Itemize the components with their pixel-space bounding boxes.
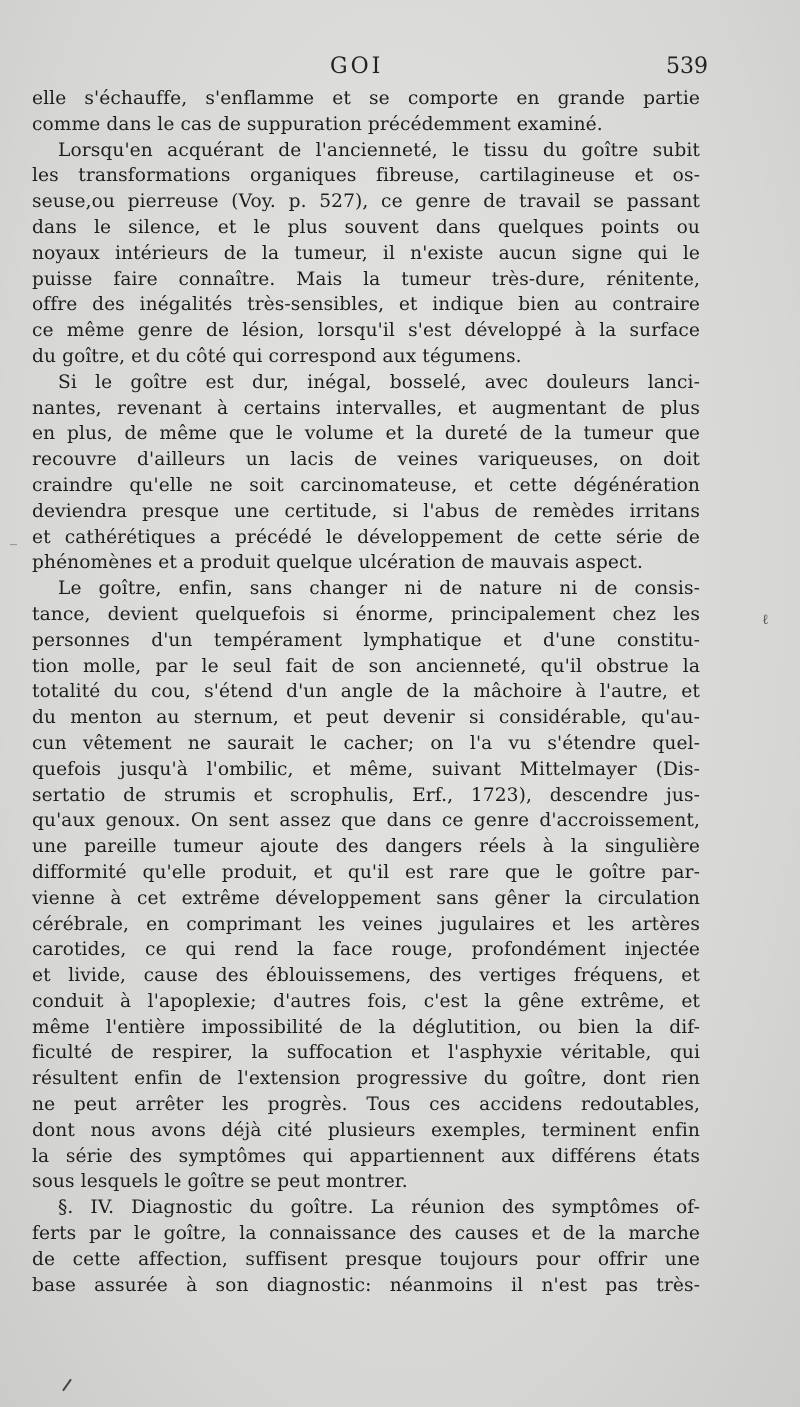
text-line: phénomènes et a produit quelque ulcération de mauvais aspect. xyxy=(32,552,644,574)
margin-stroke-bottom xyxy=(62,1379,72,1392)
text-line: quefois jusqu'à l'ombilic, et même, suivant Mittelmayer (Dis- xyxy=(32,758,700,780)
text-line: recouvre d'ailleurs un lacis de veines variqueuses, on doit xyxy=(32,449,700,471)
text-line: et cathérétiques a précédé le développement de cette série de xyxy=(32,526,700,548)
text-line: qu'aux genoux. On sent assez que dans ce genre d'accroissement, xyxy=(32,810,700,832)
text-line: tion molle, par le seul fait de son ancienneté, qu'il obstrue la xyxy=(32,655,700,677)
text-line: elle s'échauffe, s'enflamme et se comporte en grande partie xyxy=(32,88,700,109)
text-line: offre des inégalités très-sensibles, et indique bien au contraire xyxy=(32,294,700,316)
text-line: Si le goître est dur, inégal, bosselé, avec douleurs lanci- xyxy=(58,371,700,393)
text-line: même l'entière impossibilité de la déglutition, ou bien la dif- xyxy=(32,1016,700,1038)
text-line: Le goître, enfin, sans changer ni de nature ni de consis- xyxy=(58,578,700,600)
text-line: dont nous avons déjà cité plusieurs exemples, terminent enfin xyxy=(32,1119,700,1141)
margin-mark-right: ℓ xyxy=(762,612,769,628)
text-line: base assurée à son diagnostic: néanmoins il n'est pas très- xyxy=(32,1274,700,1296)
text-line: cérébrale, en comprimant les veines jugulaires et les artères xyxy=(32,913,700,935)
text-line: résultent enfin de l'extension progressive du goître, dont rien xyxy=(32,1068,700,1090)
text-line: ferts par le goître, la connaissance des causes et de la marche xyxy=(32,1223,700,1245)
text-line: §. IV. Diagnostic du goître. La réunion des symptômes of- xyxy=(58,1197,700,1219)
body-text xyxy=(32,86,700,1298)
text-line: sous lesquels le goître se peut montrer. xyxy=(32,1171,408,1193)
text-line: du goître, et du côté qui correspond aux tégumens. xyxy=(32,345,522,367)
text-line: craindre qu'elle ne soit carcinomateuse, et cette dégénération xyxy=(32,474,700,496)
text-line: comme dans le cas de suppuration précédemment examiné. xyxy=(32,113,603,135)
text-line: ne peut arrêter les progrès. Tous ces accidens redoutables, xyxy=(32,1094,700,1116)
text-line: seuse,ou pierreuse (Voy. p. 527), ce genre de travail se passant xyxy=(32,191,700,213)
margin-mark-left: _ xyxy=(10,530,17,546)
text-line: sertatio de strumis et scrophulis, Erf., 1723), descendre jus- xyxy=(32,784,700,806)
text-line: carotides, ce qui rend la face rouge, profondément injectée xyxy=(32,939,700,961)
text-line: dans le silence, et le plus souvent dans quelques points ou xyxy=(32,216,700,238)
text-line: noyaux intérieurs de la tumeur, il n'existe aucun signe qui le xyxy=(32,242,700,264)
text-line: puisse faire connaître. Mais la tumeur très-dure, rénitente, xyxy=(32,268,700,290)
text-line: nantes, revenant à certains intervalles, et augmentant de plus xyxy=(32,397,700,419)
text-line: difformité qu'elle produit, et qu'il est rare que le goître par- xyxy=(32,861,700,883)
text-line: vienne à cet extrême développement sans gêner la circulation xyxy=(32,887,700,909)
text-line: personnes d'un tempérament lymphatique et d'une constitu- xyxy=(32,629,700,651)
text-line: les transformations organiques fibreuse, cartilagineuse et os- xyxy=(32,165,700,187)
page-number: 539 xyxy=(666,54,708,79)
text-line: une pareille tumeur ajoute des dangers réels à la singulière xyxy=(32,836,700,858)
text-line: ce même genre de lésion, lorsqu'il s'est développé à la surface xyxy=(32,320,700,342)
running-head: GOI xyxy=(330,54,384,79)
text-line: tance, devient quelquefois si énorme, principalement chez les xyxy=(32,603,700,625)
text-line: ficulté de respirer, la suffocation et l'asphyxie véritable, qui xyxy=(32,1042,700,1064)
text-line: deviendra presque une certitude, si l'abus de remèdes irritans xyxy=(32,500,700,522)
text-line: en plus, de même que le volume et la dureté de la tumeur que xyxy=(32,423,700,445)
text-line: la série des symptômes qui appartiennent aux différens états xyxy=(32,1145,700,1167)
text-line: Lorsqu'en acquérant de l'ancienneté, le tissu du goître subit xyxy=(58,139,700,161)
text-line: cun vêtement ne saurait le cacher; on l'a vu s'étendre quel- xyxy=(32,732,700,754)
page-header xyxy=(0,54,800,88)
text-line: conduit à l'apoplexie; d'autres fois, c'est la gêne extrême, et xyxy=(32,990,700,1012)
text-line: de cette affection, suffisent presque toujours pour offrir une xyxy=(32,1248,700,1270)
text-line: du menton au sternum, et peut devenir si considérable, qu'au- xyxy=(32,707,700,729)
text-line: et livide, cause des éblouissemens, des vertiges fréquens, et xyxy=(32,965,700,987)
text-line: totalité du cou, s'étend d'un angle de la mâchoire à l'autre, et xyxy=(32,681,700,703)
